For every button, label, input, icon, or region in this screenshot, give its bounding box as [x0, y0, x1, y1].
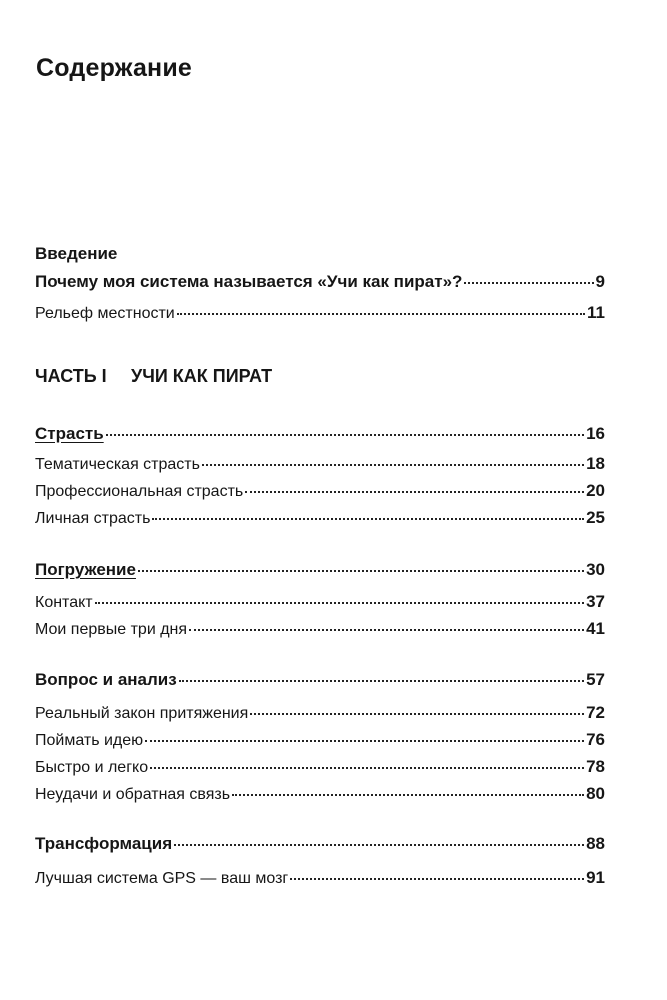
toc-entry-label: Реальный закон притяжения — [35, 705, 249, 722]
toc-entry-intro-why[interactable] — [35, 272, 605, 292]
toc-section-question-analysis[interactable] — [35, 670, 605, 690]
page-title: Содержание — [36, 54, 193, 82]
toc-entry-terrain[interactable] — [35, 303, 605, 323]
intro-heading: Введение — [35, 244, 118, 263]
toc-section-page: 57 — [586, 670, 605, 689]
toc-section-page: 16 — [586, 424, 605, 443]
toc-entry-label: Быстро и легко — [35, 759, 149, 776]
toc-entry[interactable] — [35, 592, 605, 612]
leader-dots — [177, 313, 585, 315]
toc-entry-label: Рельеф местности — [35, 305, 175, 322]
leader-dots — [250, 713, 584, 715]
leader-dots — [464, 282, 593, 284]
toc-entry[interactable] — [35, 508, 605, 528]
leader-dots — [152, 518, 584, 520]
toc-entry-label: Тематическая страсть — [35, 456, 200, 473]
toc-entry[interactable] — [35, 868, 605, 888]
toc-entry-page: 20 — [586, 481, 605, 500]
leader-dots — [290, 878, 584, 880]
toc-entry-page: 41 — [586, 619, 605, 638]
part-title: УЧИ КАК ПИРАТ — [131, 366, 273, 386]
toc-entry-page: 80 — [586, 784, 605, 803]
toc-entry-label: Мои первые три дня — [35, 621, 188, 638]
toc-entry-label: Почему моя система называется «Учи как пират»? — [35, 272, 463, 291]
toc-entry-label: Неудачи и обратная связь — [35, 786, 231, 803]
toc-entry[interactable] — [35, 784, 605, 804]
toc-section-label: Погружение — [35, 560, 136, 579]
toc-entry-label: Поймать идею — [35, 732, 144, 749]
toc-section-page: 88 — [586, 834, 605, 853]
leader-dots — [245, 491, 584, 493]
leader-dots — [174, 844, 584, 846]
leader-dots — [232, 794, 584, 796]
leader-dots — [138, 570, 584, 572]
toc-section-page: 30 — [586, 560, 605, 579]
toc-entry-label: Контакт — [35, 594, 93, 611]
toc-section-transformation[interactable] — [35, 834, 605, 854]
toc-entry[interactable] — [35, 730, 605, 750]
toc-section-label: Страсть — [35, 424, 104, 443]
toc-entry-page: 76 — [586, 730, 605, 749]
toc-entry[interactable] — [35, 619, 605, 639]
toc-section-immersion[interactable] — [35, 560, 605, 580]
part-heading — [35, 366, 272, 387]
toc-entry-page: 9 — [595, 272, 605, 291]
toc-entry-label: Профессиональная страсть — [35, 483, 244, 500]
toc-entry[interactable] — [35, 481, 605, 501]
leader-dots — [95, 602, 584, 604]
toc-entry-page: 37 — [586, 592, 605, 611]
toc-entry[interactable] — [35, 703, 605, 723]
toc-section-label: Трансформация — [35, 834, 173, 853]
leader-dots — [150, 767, 584, 769]
leader-dots — [202, 464, 584, 466]
toc-section-label: Вопрос и анализ — [35, 670, 177, 689]
leader-dots — [106, 434, 584, 436]
leader-dots — [145, 740, 584, 742]
leader-dots — [179, 680, 584, 682]
toc-entry-page: 18 — [586, 454, 605, 473]
toc-entry-label: Лучшая система GPS — ваш мозг — [35, 870, 289, 887]
toc-entry-page: 78 — [586, 757, 605, 776]
toc-entry-page: 91 — [586, 868, 605, 887]
toc-entry[interactable] — [35, 454, 605, 474]
toc-entry-label: Личная страсть — [35, 510, 151, 527]
toc-entry[interactable] — [35, 757, 605, 777]
part-number: ЧАСТЬ I — [35, 366, 107, 386]
toc-entry-page: 25 — [586, 508, 605, 527]
toc-entry-page: 11 — [587, 303, 605, 322]
toc-section-passion[interactable] — [35, 424, 605, 444]
leader-dots — [189, 629, 584, 631]
toc-entry-page: 72 — [586, 703, 605, 722]
